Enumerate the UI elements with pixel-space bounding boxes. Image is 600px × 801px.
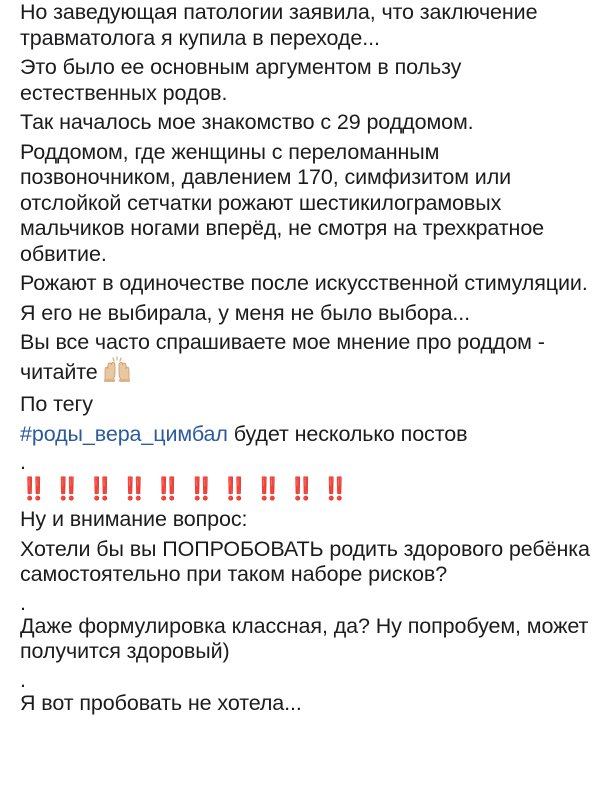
post-caption	[20, 0, 592, 720]
dot-separator: .	[20, 590, 26, 615]
paragraph-text: Вы все часто спрашиваете мое мнение про роддом - читайте	[20, 330, 545, 384]
paragraph: Хотели бы вы ПОПРОБОВАТЬ родить здорового ребёнка самостоятельно при таком наборе рисков?	[20, 536, 590, 586]
paragraph: Но заведующая патологии заявила, что заключение травматолога я купила в переходе...	[20, 0, 538, 50]
paragraph-with-icon	[20, 330, 592, 388]
paragraph: Даже формулировка классная, да? Ну попробуем, может получится здоровый)	[20, 613, 589, 663]
paragraph: Рожают в одиночестве после искусственной стимуляции.	[20, 271, 588, 295]
paragraph-with-hashtag	[20, 422, 592, 448]
paragraph: Так началось мое знакомство с 29 роддомом.	[20, 110, 474, 134]
paragraph: По тегу	[20, 392, 93, 416]
exclamation-marks: ‼️ ‼️ ‼️ ‼️ ‼️ ‼️ ‼️ ‼️ ‼️ ‼️	[20, 476, 349, 501]
paragraph-text: будет несколько постов	[227, 421, 468, 446]
paragraph: Роддомом, где женщины с переломанным позвоночником, давлением 170, симфизитом или отслойкой сетчатки рожают шестикилограмовых мальчиков ногами вперёд, не смотря на трехкратное обвитие.	[20, 139, 545, 266]
dot-separator: .	[20, 667, 26, 692]
raising-hands-icon	[102, 356, 132, 389]
hashtag-link[interactable]: #роды_вера_цимбал	[20, 421, 228, 446]
paragraph: Ну и внимание вопрос:	[20, 507, 248, 531]
paragraph: Я его не выбирала, у меня не было выбора...	[20, 300, 471, 325]
paragraph: Это было ее основным аргументом в пользу естественных родов.	[20, 55, 462, 105]
dot-separator: .	[20, 450, 26, 474]
paragraph: Я вот пробовать не хотела...	[20, 690, 302, 715]
